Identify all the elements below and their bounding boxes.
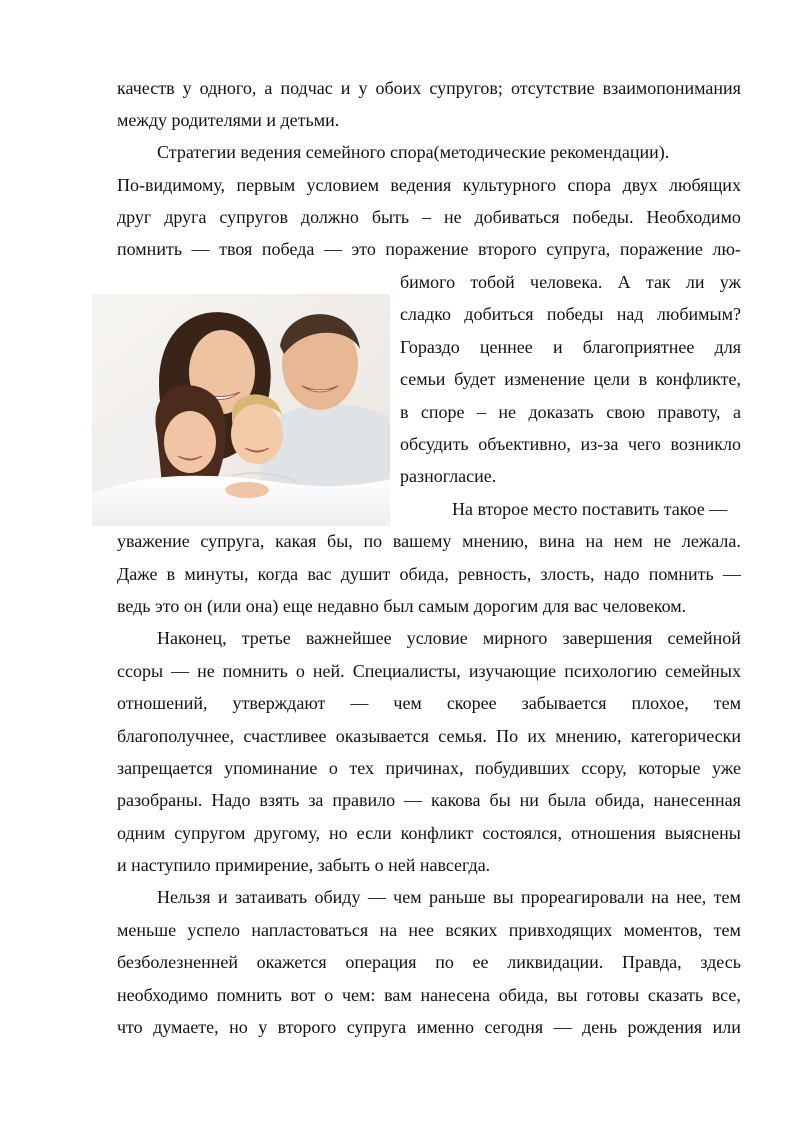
text-line-30: что думаете, но у второго супруга именно сегодня — день рождения или [117, 1017, 741, 1037]
text-line-20: отношений, утверждают — чем скорее забывается плохое, тем [117, 693, 741, 713]
text-line-19: ссоры — не помнить о ней. Специалисты, изучающие психологию семейных [117, 661, 741, 681]
text-line-21: благополучнее, счастливее оказывается семья. По их мнению, категорически [117, 726, 741, 746]
text-line-13: разногласие. [400, 466, 497, 486]
text-line-1: качеств у одного, а подчас и у обоих супругов; отсутствие взаимопонимания [117, 78, 741, 98]
text-line-2: между родителями и детьми. [117, 110, 340, 130]
text-line-6: помнить — твоя победа — это поражение второго супруга, поражение лю- [117, 239, 741, 259]
text-line-14: На второе место поставить такое — [452, 499, 728, 519]
text-line-17: ведь это он (или она) еще недавно был самым дорогим для вас человеком. [117, 596, 687, 616]
text-line-22: запрещается упоминание о тех причинах, побудивших ссору, которые уже [117, 758, 741, 778]
text-line-18: Наконец, третье важнейшее условие мирного завершения семейной [157, 628, 741, 648]
text-line-10: семьи будет изменение цели в конфликте, [400, 369, 741, 389]
text-line-4: По-видимому, первым условием ведения культурного спора двух любящих [117, 175, 741, 195]
text-line-16: Даже в минуты, когда вас душит обида, ревность, злость, надо помнить — [117, 564, 741, 584]
family-photo [92, 294, 390, 526]
text-line-7: бимого тобой человека. А так ли уж [400, 272, 741, 292]
text-line-9: Гораздо ценнее и благоприятнее для [400, 337, 741, 357]
text-line-12: обсудить объективно, из-за чего возникло [400, 434, 741, 454]
section-heading: Стратегии ведения семейного спора(методические рекомендации). [157, 142, 670, 162]
text-line-5: друг друга супругов должно быть – не добиваться победы. Необходимо [117, 207, 741, 227]
text-line-28: безболезненней окажется операция по ее ликвидации. Правда, здесь [117, 952, 741, 972]
text-line-8: сладко добиться победы над любимым? [400, 304, 741, 324]
text-line-25: и наступило примирение, забыть о ней навсегда. [117, 855, 491, 875]
text-line-15: уважение супруга, какая бы, по вашему мнению, вина на нем не лежала. [117, 531, 741, 551]
text-line-24: одним супругом другому, но если конфликт состоялся, отношения выяснены [117, 823, 741, 843]
text-line-29: необходимо помнить вот о чем: вам нанесена обида, вы готовы сказать все, [117, 985, 741, 1005]
text-line-23: разобраны. Надо взять за правило — какова бы ни была обида, нанесенная [117, 790, 741, 810]
text-line-27: меньше успело напластоваться на нее всяких привходящих моментов, тем [117, 920, 741, 940]
text-line-26: Нельзя и затаивать обиду — чем раньше вы прореагировали на нее, тем [157, 887, 741, 907]
text-line-11: в споре – не доказать свою правоту, а [400, 402, 741, 422]
